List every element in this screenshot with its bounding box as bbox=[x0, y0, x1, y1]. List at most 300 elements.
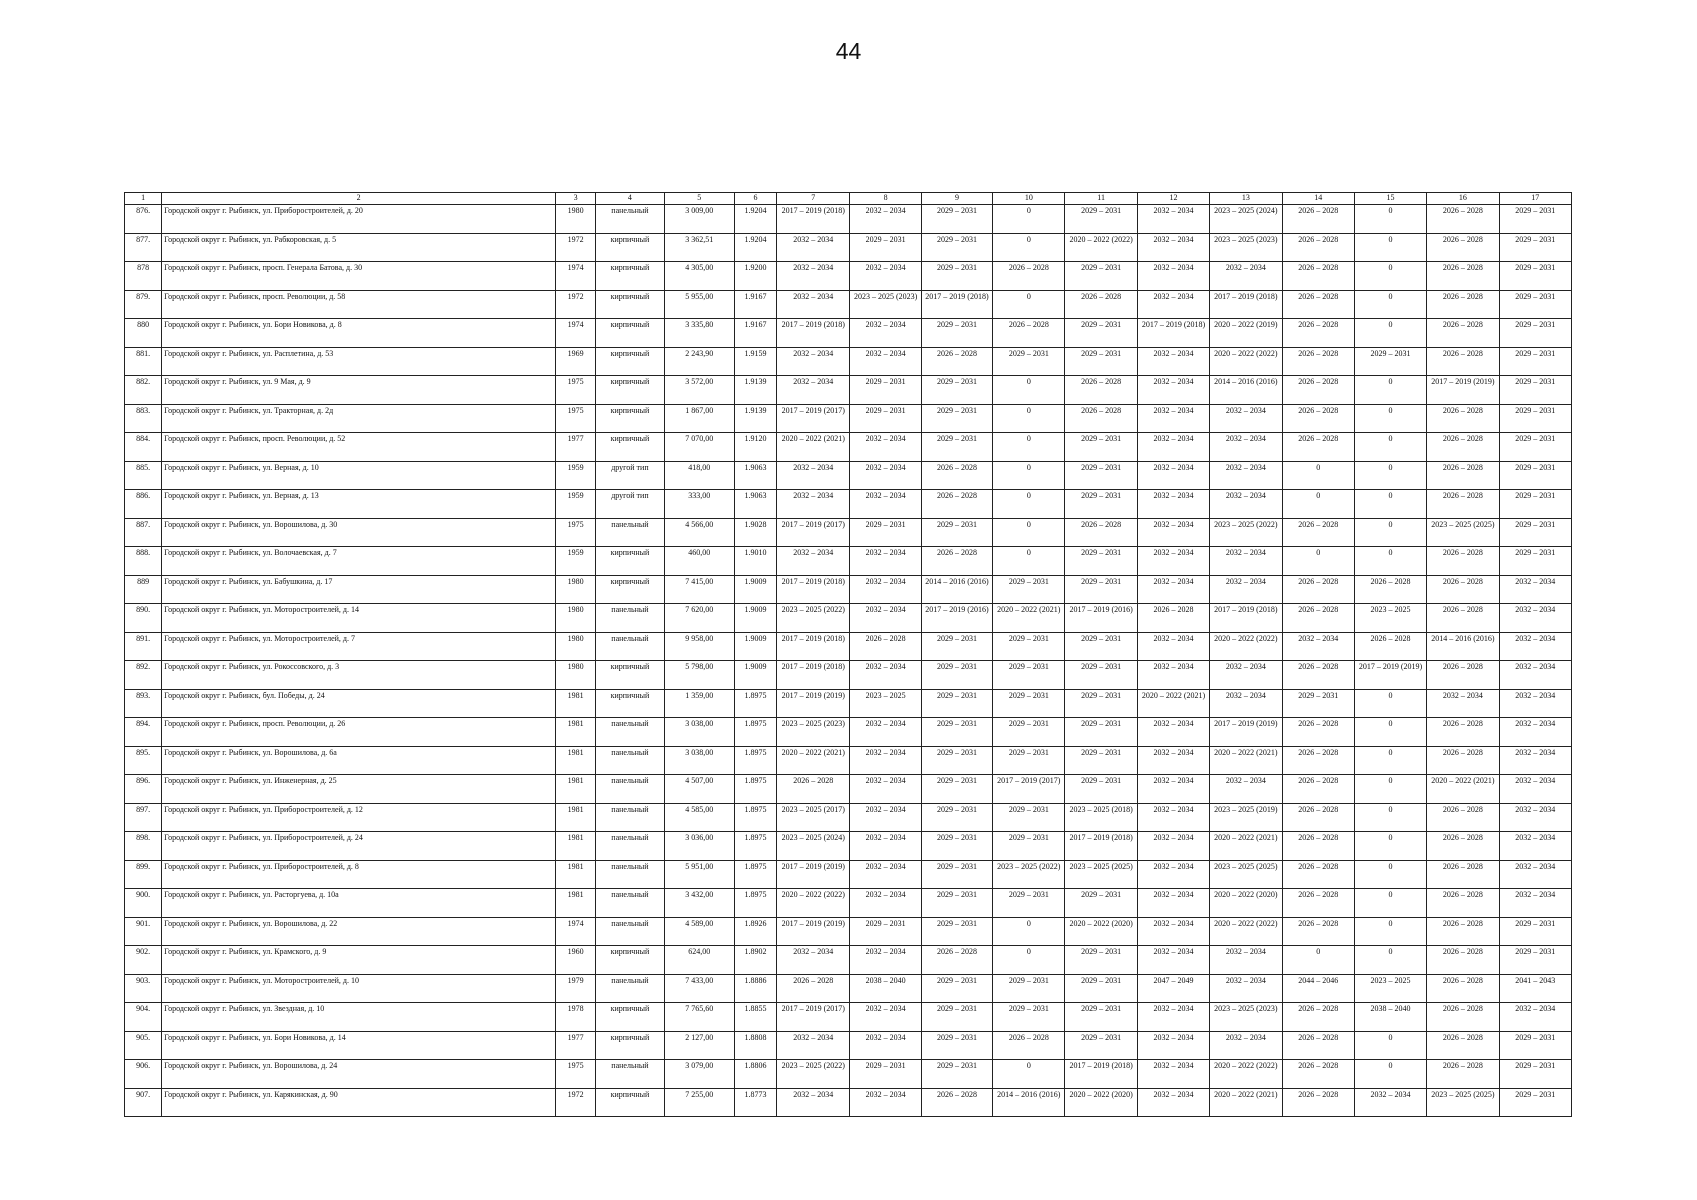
data-cell: 0 bbox=[1282, 461, 1354, 490]
data-cell: 1.9009 bbox=[734, 632, 776, 661]
data-cell: 2029 – 2031 bbox=[921, 689, 992, 718]
data-cell: 1 359,00 bbox=[664, 689, 734, 718]
data-cell: 2032 – 2034 bbox=[777, 1031, 850, 1060]
data-cell: 2032 – 2034 bbox=[850, 461, 921, 490]
data-cell: 2029 – 2031 bbox=[1499, 490, 1571, 519]
data-cell: 0 bbox=[1354, 1060, 1426, 1089]
data-cell: 0 bbox=[993, 946, 1065, 975]
table-row bbox=[125, 404, 1572, 433]
table-row bbox=[125, 233, 1572, 262]
data-cell: 2029 – 2031 bbox=[1065, 347, 1137, 376]
data-cell: 1975 bbox=[556, 1060, 596, 1089]
data-cell: 2032 – 2034 bbox=[1137, 632, 1209, 661]
data-cell: 7 415,00 bbox=[664, 575, 734, 604]
data-cell: 2029 – 2031 bbox=[1065, 1031, 1137, 1060]
data-cell: 2032 – 2034 bbox=[1427, 689, 1499, 718]
data-cell: 2029 – 2031 bbox=[993, 575, 1065, 604]
data-cell: 0 bbox=[993, 490, 1065, 519]
data-cell: 0 bbox=[1354, 233, 1426, 262]
data-cell: 2029 – 2031 bbox=[921, 860, 992, 889]
data-cell: 1.8806 bbox=[734, 1060, 776, 1089]
data-cell: 2032 – 2034 bbox=[850, 718, 921, 747]
data-cell: 2029 – 2031 bbox=[1065, 689, 1137, 718]
data-cell: 2029 – 2031 bbox=[850, 917, 921, 946]
data-cell: 2026 – 2028 bbox=[1427, 404, 1499, 433]
data-cell: 2026 – 2028 bbox=[921, 347, 992, 376]
table-row bbox=[125, 689, 1572, 718]
data-cell: 2026 – 2028 bbox=[1427, 205, 1499, 234]
data-cell: 2032 – 2034 bbox=[1499, 575, 1571, 604]
data-cell: 1.9120 bbox=[734, 433, 776, 462]
data-cell: 2020 – 2022 (2022) bbox=[1210, 632, 1282, 661]
data-cell: 2014 – 2016 (2016) bbox=[921, 575, 992, 604]
data-cell: 1.9139 bbox=[734, 376, 776, 405]
data-cell: 0 bbox=[993, 433, 1065, 462]
data-cell: 0 bbox=[1354, 433, 1426, 462]
data-cell: 2029 – 2031 bbox=[1065, 262, 1137, 291]
data-cell: 2026 – 2028 bbox=[921, 461, 992, 490]
row-number-cell: 880 bbox=[125, 319, 162, 348]
data-cell: 2029 – 2031 bbox=[1499, 461, 1571, 490]
data-cell: 2014 – 2016 (2016) bbox=[1210, 376, 1282, 405]
data-cell: 2023 – 2025 (2025) bbox=[1210, 860, 1282, 889]
data-cell: кирпичный bbox=[596, 1031, 664, 1060]
data-cell: 2020 – 2022 (2021) bbox=[1210, 832, 1282, 861]
data-cell: 2026 – 2028 bbox=[1427, 433, 1499, 462]
data-cell: 2026 – 2028 bbox=[1427, 803, 1499, 832]
column-header-7: 7 bbox=[777, 193, 850, 205]
address-cell: Городской округ г. Рыбинск, ул. Приборостроителей, д. 8 bbox=[162, 860, 556, 889]
data-cell: кирпичный bbox=[596, 661, 664, 690]
data-cell: 2020 – 2022 (2020) bbox=[1065, 917, 1137, 946]
address-cell: Городской округ г. Рыбинск, ул. Приборостроителей, д. 24 bbox=[162, 832, 556, 861]
data-cell: 1981 bbox=[556, 775, 596, 804]
data-cell: 2032 – 2034 bbox=[850, 803, 921, 832]
data-cell: 2029 – 2031 bbox=[1065, 205, 1137, 234]
data-cell: 3 036,00 bbox=[664, 832, 734, 861]
data-cell: 2029 – 2031 bbox=[921, 889, 992, 918]
data-cell: 0 bbox=[993, 518, 1065, 547]
row-number-cell: 902. bbox=[125, 946, 162, 975]
data-cell: 2026 – 2028 bbox=[1427, 604, 1499, 633]
data-cell: 2026 – 2028 bbox=[1282, 917, 1354, 946]
data-cell: 2023 – 2025 (2022) bbox=[1210, 518, 1282, 547]
data-cell: 2023 – 2025 bbox=[1354, 604, 1426, 633]
data-cell: 2032 – 2034 bbox=[850, 575, 921, 604]
data-cell: 2032 – 2034 bbox=[1137, 433, 1209, 462]
data-cell: 2032 – 2034 bbox=[1137, 946, 1209, 975]
address-cell: Городской округ г. Рыбинск, просп. Революции, д. 52 bbox=[162, 433, 556, 462]
data-cell: 7 620,00 bbox=[664, 604, 734, 633]
data-cell: 2041 – 2043 bbox=[1499, 974, 1571, 1003]
data-cell: 2026 – 2028 bbox=[1282, 205, 1354, 234]
table-row bbox=[125, 946, 1572, 975]
data-cell: 2026 – 2028 bbox=[1137, 604, 1209, 633]
data-cell: 2026 – 2028 bbox=[1427, 490, 1499, 519]
data-cell: 2029 – 2031 bbox=[993, 974, 1065, 1003]
data-cell: 2023 – 2025 bbox=[850, 689, 921, 718]
table-row bbox=[125, 746, 1572, 775]
column-header-11: 11 bbox=[1065, 193, 1137, 205]
data-cell: 1.9204 bbox=[734, 205, 776, 234]
data-cell: 2023 – 2025 (2024) bbox=[1210, 205, 1282, 234]
data-cell: 1981 bbox=[556, 832, 596, 861]
data-cell: 1.9063 bbox=[734, 461, 776, 490]
address-cell: Городской округ г. Рыбинск, ул. Верная, д. 10 bbox=[162, 461, 556, 490]
data-cell: 2029 – 2031 bbox=[921, 803, 992, 832]
data-cell: 1959 bbox=[556, 490, 596, 519]
address-cell: Городской округ г. Рыбинск, ул. Рокоссовского, д. 3 bbox=[162, 661, 556, 690]
table-row bbox=[125, 718, 1572, 747]
data-cell: 2032 – 2034 bbox=[1282, 632, 1354, 661]
data-cell: 2026 – 2028 bbox=[1282, 604, 1354, 633]
data-cell: 2032 – 2034 bbox=[850, 1088, 921, 1117]
data-cell: 2032 – 2034 bbox=[850, 832, 921, 861]
data-cell: 2020 – 2022 (2022) bbox=[1210, 347, 1282, 376]
table-row bbox=[125, 889, 1572, 918]
data-cell: 2029 – 2031 bbox=[1499, 376, 1571, 405]
data-cell: 1981 bbox=[556, 889, 596, 918]
data-cell: панельный bbox=[596, 1060, 664, 1089]
data-cell: 2032 – 2034 bbox=[850, 205, 921, 234]
data-cell: 624,00 bbox=[664, 946, 734, 975]
data-cell: 2029 – 2031 bbox=[921, 718, 992, 747]
data-cell: 2029 – 2031 bbox=[1065, 433, 1137, 462]
data-cell: 333,00 bbox=[664, 490, 734, 519]
data-cell: 2014 – 2016 (2016) bbox=[1427, 632, 1499, 661]
column-header-14: 14 bbox=[1282, 193, 1354, 205]
data-cell: другой тип bbox=[596, 490, 664, 519]
data-cell: 2017 – 2019 (2018) bbox=[1065, 1060, 1137, 1089]
address-cell: Городской округ г. Рыбинск, ул. Расплетина, д. 53 bbox=[162, 347, 556, 376]
data-cell: 2032 – 2034 bbox=[1137, 889, 1209, 918]
data-cell: 2026 – 2028 bbox=[1282, 1060, 1354, 1089]
data-cell: 2032 – 2034 bbox=[850, 604, 921, 633]
data-cell: 2017 – 2019 (2019) bbox=[777, 860, 850, 889]
data-cell: 2032 – 2034 bbox=[1499, 860, 1571, 889]
data-cell: 3 572,00 bbox=[664, 376, 734, 405]
table-row bbox=[125, 661, 1572, 690]
table-row bbox=[125, 347, 1572, 376]
data-cell: 2029 – 2031 bbox=[921, 404, 992, 433]
data-cell: панельный bbox=[596, 604, 664, 633]
row-number-cell: 878 bbox=[125, 262, 162, 291]
data-cell: 2029 – 2031 bbox=[993, 347, 1065, 376]
row-number-cell: 898. bbox=[125, 832, 162, 861]
data-cell: 0 bbox=[1354, 746, 1426, 775]
data-cell: 1980 bbox=[556, 661, 596, 690]
data-cell: 2029 – 2031 bbox=[850, 404, 921, 433]
data-cell: 2026 – 2028 bbox=[921, 490, 992, 519]
data-cell: 2029 – 2031 bbox=[1065, 319, 1137, 348]
data-cell: кирпичный bbox=[596, 547, 664, 576]
data-cell: 2026 – 2028 bbox=[1427, 262, 1499, 291]
data-cell: 2029 – 2031 bbox=[1499, 347, 1571, 376]
data-cell: 460,00 bbox=[664, 547, 734, 576]
data-cell: 2020 – 2022 (2022) bbox=[1065, 233, 1137, 262]
data-cell: 2032 – 2034 bbox=[1210, 433, 1282, 462]
data-cell: 1.9063 bbox=[734, 490, 776, 519]
data-cell: 2044 – 2046 bbox=[1282, 974, 1354, 1003]
row-number-cell: 884. bbox=[125, 433, 162, 462]
data-cell: 2047 – 2049 bbox=[1137, 974, 1209, 1003]
data-cell: 2017 – 2019 (2018) bbox=[1065, 832, 1137, 861]
address-cell: Городской округ г. Рыбинск, ул. Ворошилова, д. 30 bbox=[162, 518, 556, 547]
data-cell: 2032 – 2034 bbox=[777, 547, 850, 576]
data-cell: 2026 – 2028 bbox=[1282, 860, 1354, 889]
data-cell: 0 bbox=[993, 917, 1065, 946]
data-cell: 1981 bbox=[556, 746, 596, 775]
data-cell: кирпичный bbox=[596, 404, 664, 433]
data-cell: 2017 – 2019 (2016) bbox=[921, 604, 992, 633]
data-cell: 0 bbox=[1282, 946, 1354, 975]
data-cell: 0 bbox=[1354, 803, 1426, 832]
row-number-cell: 893. bbox=[125, 689, 162, 718]
data-cell: 2032 – 2034 bbox=[850, 1003, 921, 1032]
table-row bbox=[125, 433, 1572, 462]
data-cell: 2029 – 2031 bbox=[921, 319, 992, 348]
address-cell: Городской округ г. Рыбинск, просп. Революции, д. 58 bbox=[162, 290, 556, 319]
data-cell: 0 bbox=[1354, 205, 1426, 234]
address-cell: Городской округ г. Рыбинск, ул. Приборостроителей, д. 20 bbox=[162, 205, 556, 234]
data-cell: 1.8975 bbox=[734, 889, 776, 918]
data-cell: 2017 – 2019 (2018) bbox=[777, 205, 850, 234]
column-header-8: 8 bbox=[850, 193, 921, 205]
data-cell: 2029 – 2031 bbox=[1065, 889, 1137, 918]
data-cell: 2029 – 2031 bbox=[1065, 718, 1137, 747]
data-cell: 1.9009 bbox=[734, 604, 776, 633]
table-row bbox=[125, 290, 1572, 319]
address-cell: Городской округ г. Рыбинск, ул. Ворошилова, д. 22 bbox=[162, 917, 556, 946]
data-cell: 2023 – 2025 (2023) bbox=[1210, 233, 1282, 262]
data-cell: 1.9167 bbox=[734, 319, 776, 348]
data-cell: 9 958,00 bbox=[664, 632, 734, 661]
data-cell: 2032 – 2034 bbox=[1210, 404, 1282, 433]
data-cell: 2032 – 2034 bbox=[850, 860, 921, 889]
data-cell: 2029 – 2031 bbox=[850, 233, 921, 262]
data-cell: 2032 – 2034 bbox=[1137, 1088, 1209, 1117]
data-cell: 2032 – 2034 bbox=[850, 746, 921, 775]
data-cell: 2026 – 2028 bbox=[1427, 575, 1499, 604]
data-cell: 2017 – 2019 (2018) bbox=[921, 290, 992, 319]
address-cell: Городской округ г. Рыбинск, ул. 9 Мая, д. 9 bbox=[162, 376, 556, 405]
address-cell: Городской округ г. Рыбинск, ул. Моторостроителей, д. 10 bbox=[162, 974, 556, 1003]
data-cell: 2029 – 2031 bbox=[993, 832, 1065, 861]
data-cell: 2032 – 2034 bbox=[777, 233, 850, 262]
table-row bbox=[125, 518, 1572, 547]
data-cell: 2029 – 2031 bbox=[1065, 775, 1137, 804]
data-cell: 2026 – 2028 bbox=[1427, 547, 1499, 576]
data-cell: 0 bbox=[1354, 404, 1426, 433]
row-number-cell: 886. bbox=[125, 490, 162, 519]
data-cell: 2029 – 2031 bbox=[1499, 262, 1571, 291]
data-cell: 2020 – 2022 (2021) bbox=[1210, 1088, 1282, 1117]
data-cell: 2032 – 2034 bbox=[1210, 1031, 1282, 1060]
data-cell: 0 bbox=[1354, 518, 1426, 547]
row-number-cell: 896. bbox=[125, 775, 162, 804]
column-header-10: 10 bbox=[993, 193, 1065, 205]
data-cell: 2026 – 2028 bbox=[1354, 632, 1426, 661]
data-cell: 1.9009 bbox=[734, 661, 776, 690]
address-cell: Городской округ г. Рыбинск, ул. Крамского, д. 9 bbox=[162, 946, 556, 975]
data-cell: 2038 – 2040 bbox=[850, 974, 921, 1003]
data-cell: 2026 – 2028 bbox=[1427, 1003, 1499, 1032]
data-cell: 0 bbox=[1354, 290, 1426, 319]
data-cell: 4 566,00 bbox=[664, 518, 734, 547]
table-body bbox=[125, 205, 1572, 1117]
data-cell: 1969 bbox=[556, 347, 596, 376]
data-cell: 2029 – 2031 bbox=[993, 689, 1065, 718]
data-cell: 2017 – 2019 (2018) bbox=[777, 661, 850, 690]
address-cell: Городской округ г. Рыбинск, ул. Рабкоровская, д. 5 bbox=[162, 233, 556, 262]
table-row bbox=[125, 860, 1572, 889]
data-cell: 2032 – 2034 bbox=[777, 376, 850, 405]
data-cell: 2026 – 2028 bbox=[1282, 889, 1354, 918]
data-cell: 2029 – 2031 bbox=[921, 376, 992, 405]
data-cell: 1980 bbox=[556, 205, 596, 234]
data-cell: 2029 – 2031 bbox=[1499, 205, 1571, 234]
data-cell: 2020 – 2022 (2022) bbox=[777, 889, 850, 918]
data-cell: 2029 – 2031 bbox=[1065, 575, 1137, 604]
data-cell: 2026 – 2028 bbox=[1427, 661, 1499, 690]
data-cell: 1975 bbox=[556, 376, 596, 405]
row-number-cell: 904. bbox=[125, 1003, 162, 1032]
data-cell: 2017 – 2019 (2018) bbox=[1210, 604, 1282, 633]
data-cell: 2029 – 2031 bbox=[1065, 490, 1137, 519]
data-cell: 2026 – 2028 bbox=[1427, 290, 1499, 319]
data-cell: 2032 – 2034 bbox=[1499, 632, 1571, 661]
data-cell: 2029 – 2031 bbox=[850, 1060, 921, 1089]
data-cell: 2026 – 2028 bbox=[1282, 746, 1354, 775]
data-cell: 4 507,00 bbox=[664, 775, 734, 804]
data-cell: 5 955,00 bbox=[664, 290, 734, 319]
data-cell: 2032 – 2034 bbox=[1137, 1031, 1209, 1060]
data-cell: 2020 – 2022 (2019) bbox=[1210, 319, 1282, 348]
data-cell: 2017 – 2019 (2017) bbox=[777, 518, 850, 547]
data-cell: 1974 bbox=[556, 917, 596, 946]
data-cell: 1.8886 bbox=[734, 974, 776, 1003]
data-cell: 2026 – 2028 bbox=[1427, 347, 1499, 376]
page-number: 44 bbox=[835, 38, 862, 64]
data-cell: 2026 – 2028 bbox=[1282, 319, 1354, 348]
data-cell: 2020 – 2022 (2022) bbox=[1210, 917, 1282, 946]
data-cell: 2026 – 2028 bbox=[1427, 746, 1499, 775]
table-row bbox=[125, 547, 1572, 576]
data-cell: 2026 – 2028 bbox=[1065, 290, 1137, 319]
row-number-cell: 890. bbox=[125, 604, 162, 633]
data-cell: 2017 – 2019 (2019) bbox=[777, 917, 850, 946]
data-cell: 0 bbox=[1354, 262, 1426, 291]
data-cell: 1.9139 bbox=[734, 404, 776, 433]
row-number-cell: 887. bbox=[125, 518, 162, 547]
data-cell: панельный bbox=[596, 860, 664, 889]
row-number-cell: 882. bbox=[125, 376, 162, 405]
data-cell: 2023 – 2025 (2023) bbox=[850, 290, 921, 319]
data-cell: 2017 – 2019 (2018) bbox=[777, 575, 850, 604]
data-cell: 2026 – 2028 bbox=[1282, 404, 1354, 433]
data-cell: 2023 – 2025 (2022) bbox=[777, 1060, 850, 1089]
data-cell: панельный bbox=[596, 832, 664, 861]
data-cell: 7 433,00 bbox=[664, 974, 734, 1003]
table-row bbox=[125, 974, 1572, 1003]
data-cell: 2023 – 2025 (2022) bbox=[993, 860, 1065, 889]
data-cell: 418,00 bbox=[664, 461, 734, 490]
row-number-cell: 900. bbox=[125, 889, 162, 918]
column-header-2: 2 bbox=[162, 193, 556, 205]
data-cell: 2020 – 2022 (2021) bbox=[777, 433, 850, 462]
data-cell: 2014 – 2016 (2016) bbox=[993, 1088, 1065, 1117]
data-cell: 0 bbox=[1354, 917, 1426, 946]
data-cell: 0 bbox=[1354, 860, 1426, 889]
address-cell: Городской округ г. Рыбинск, бул. Победы, д. 24 bbox=[162, 689, 556, 718]
data-cell: 2029 – 2031 bbox=[1065, 946, 1137, 975]
data-cell: 2029 – 2031 bbox=[1499, 1060, 1571, 1089]
data-cell: кирпичный bbox=[596, 689, 664, 718]
row-number-cell: 888. bbox=[125, 547, 162, 576]
data-cell: 2029 – 2031 bbox=[1354, 347, 1426, 376]
data-cell: 2029 – 2031 bbox=[1499, 319, 1571, 348]
data-cell: 1.9159 bbox=[734, 347, 776, 376]
data-cell: 2029 – 2031 bbox=[1065, 974, 1137, 1003]
data-cell: 2026 – 2028 bbox=[1427, 1060, 1499, 1089]
data-cell: 2026 – 2028 bbox=[993, 1031, 1065, 1060]
data-cell: 2020 – 2022 (2021) bbox=[993, 604, 1065, 633]
data-cell: 1.8975 bbox=[734, 860, 776, 889]
data-cell: 2023 – 2025 (2022) bbox=[777, 604, 850, 633]
row-number-cell: 903. bbox=[125, 974, 162, 1003]
header-row bbox=[125, 193, 1572, 205]
data-cell: кирпичный bbox=[596, 946, 664, 975]
data-cell: 2032 – 2034 bbox=[777, 290, 850, 319]
data-cell: 3 009,00 bbox=[664, 205, 734, 234]
data-cell: 2032 – 2034 bbox=[1137, 233, 1209, 262]
data-cell: 1981 bbox=[556, 860, 596, 889]
data-cell: 0 bbox=[1354, 889, 1426, 918]
data-cell: 5 798,00 bbox=[664, 661, 734, 690]
data-cell: 2026 – 2028 bbox=[1427, 718, 1499, 747]
row-number-cell: 877. bbox=[125, 233, 162, 262]
data-cell: 3 432,00 bbox=[664, 889, 734, 918]
data-cell: 0 bbox=[993, 376, 1065, 405]
data-cell: кирпичный bbox=[596, 1003, 664, 1032]
data-cell: 0 bbox=[993, 290, 1065, 319]
data-cell: 1980 bbox=[556, 632, 596, 661]
data-cell: 2029 – 2031 bbox=[921, 233, 992, 262]
data-cell: 2023 – 2025 bbox=[1354, 974, 1426, 1003]
data-cell: 2029 – 2031 bbox=[993, 661, 1065, 690]
data-cell: 2032 – 2034 bbox=[1137, 404, 1209, 433]
data-cell: 2029 – 2031 bbox=[1499, 433, 1571, 462]
data-cell: 2023 – 2025 (2017) bbox=[777, 803, 850, 832]
data-cell: 2029 – 2031 bbox=[1499, 1088, 1571, 1117]
data-cell: 2026 – 2028 bbox=[921, 1088, 992, 1117]
data-cell: 1.8975 bbox=[734, 803, 776, 832]
data-cell: 2032 – 2034 bbox=[1499, 889, 1571, 918]
address-cell: Городской округ г. Рыбинск, ул. Моторостроителей, д. 14 bbox=[162, 604, 556, 633]
data-cell: 2026 – 2028 bbox=[921, 946, 992, 975]
data-cell: 2032 – 2034 bbox=[1499, 803, 1571, 832]
data-cell: 1959 bbox=[556, 547, 596, 576]
table-row bbox=[125, 1003, 1572, 1032]
data-cell: кирпичный bbox=[596, 575, 664, 604]
address-cell: Городской округ г. Рыбинск, ул. Волочаевская, д. 7 bbox=[162, 547, 556, 576]
data-cell: 2026 – 2028 bbox=[1065, 404, 1137, 433]
data-cell: 2032 – 2034 bbox=[1137, 376, 1209, 405]
data-cell: 1.8975 bbox=[734, 746, 776, 775]
data-cell: 2026 – 2028 bbox=[921, 547, 992, 576]
data-cell: 2026 – 2028 bbox=[850, 632, 921, 661]
table-row bbox=[125, 262, 1572, 291]
